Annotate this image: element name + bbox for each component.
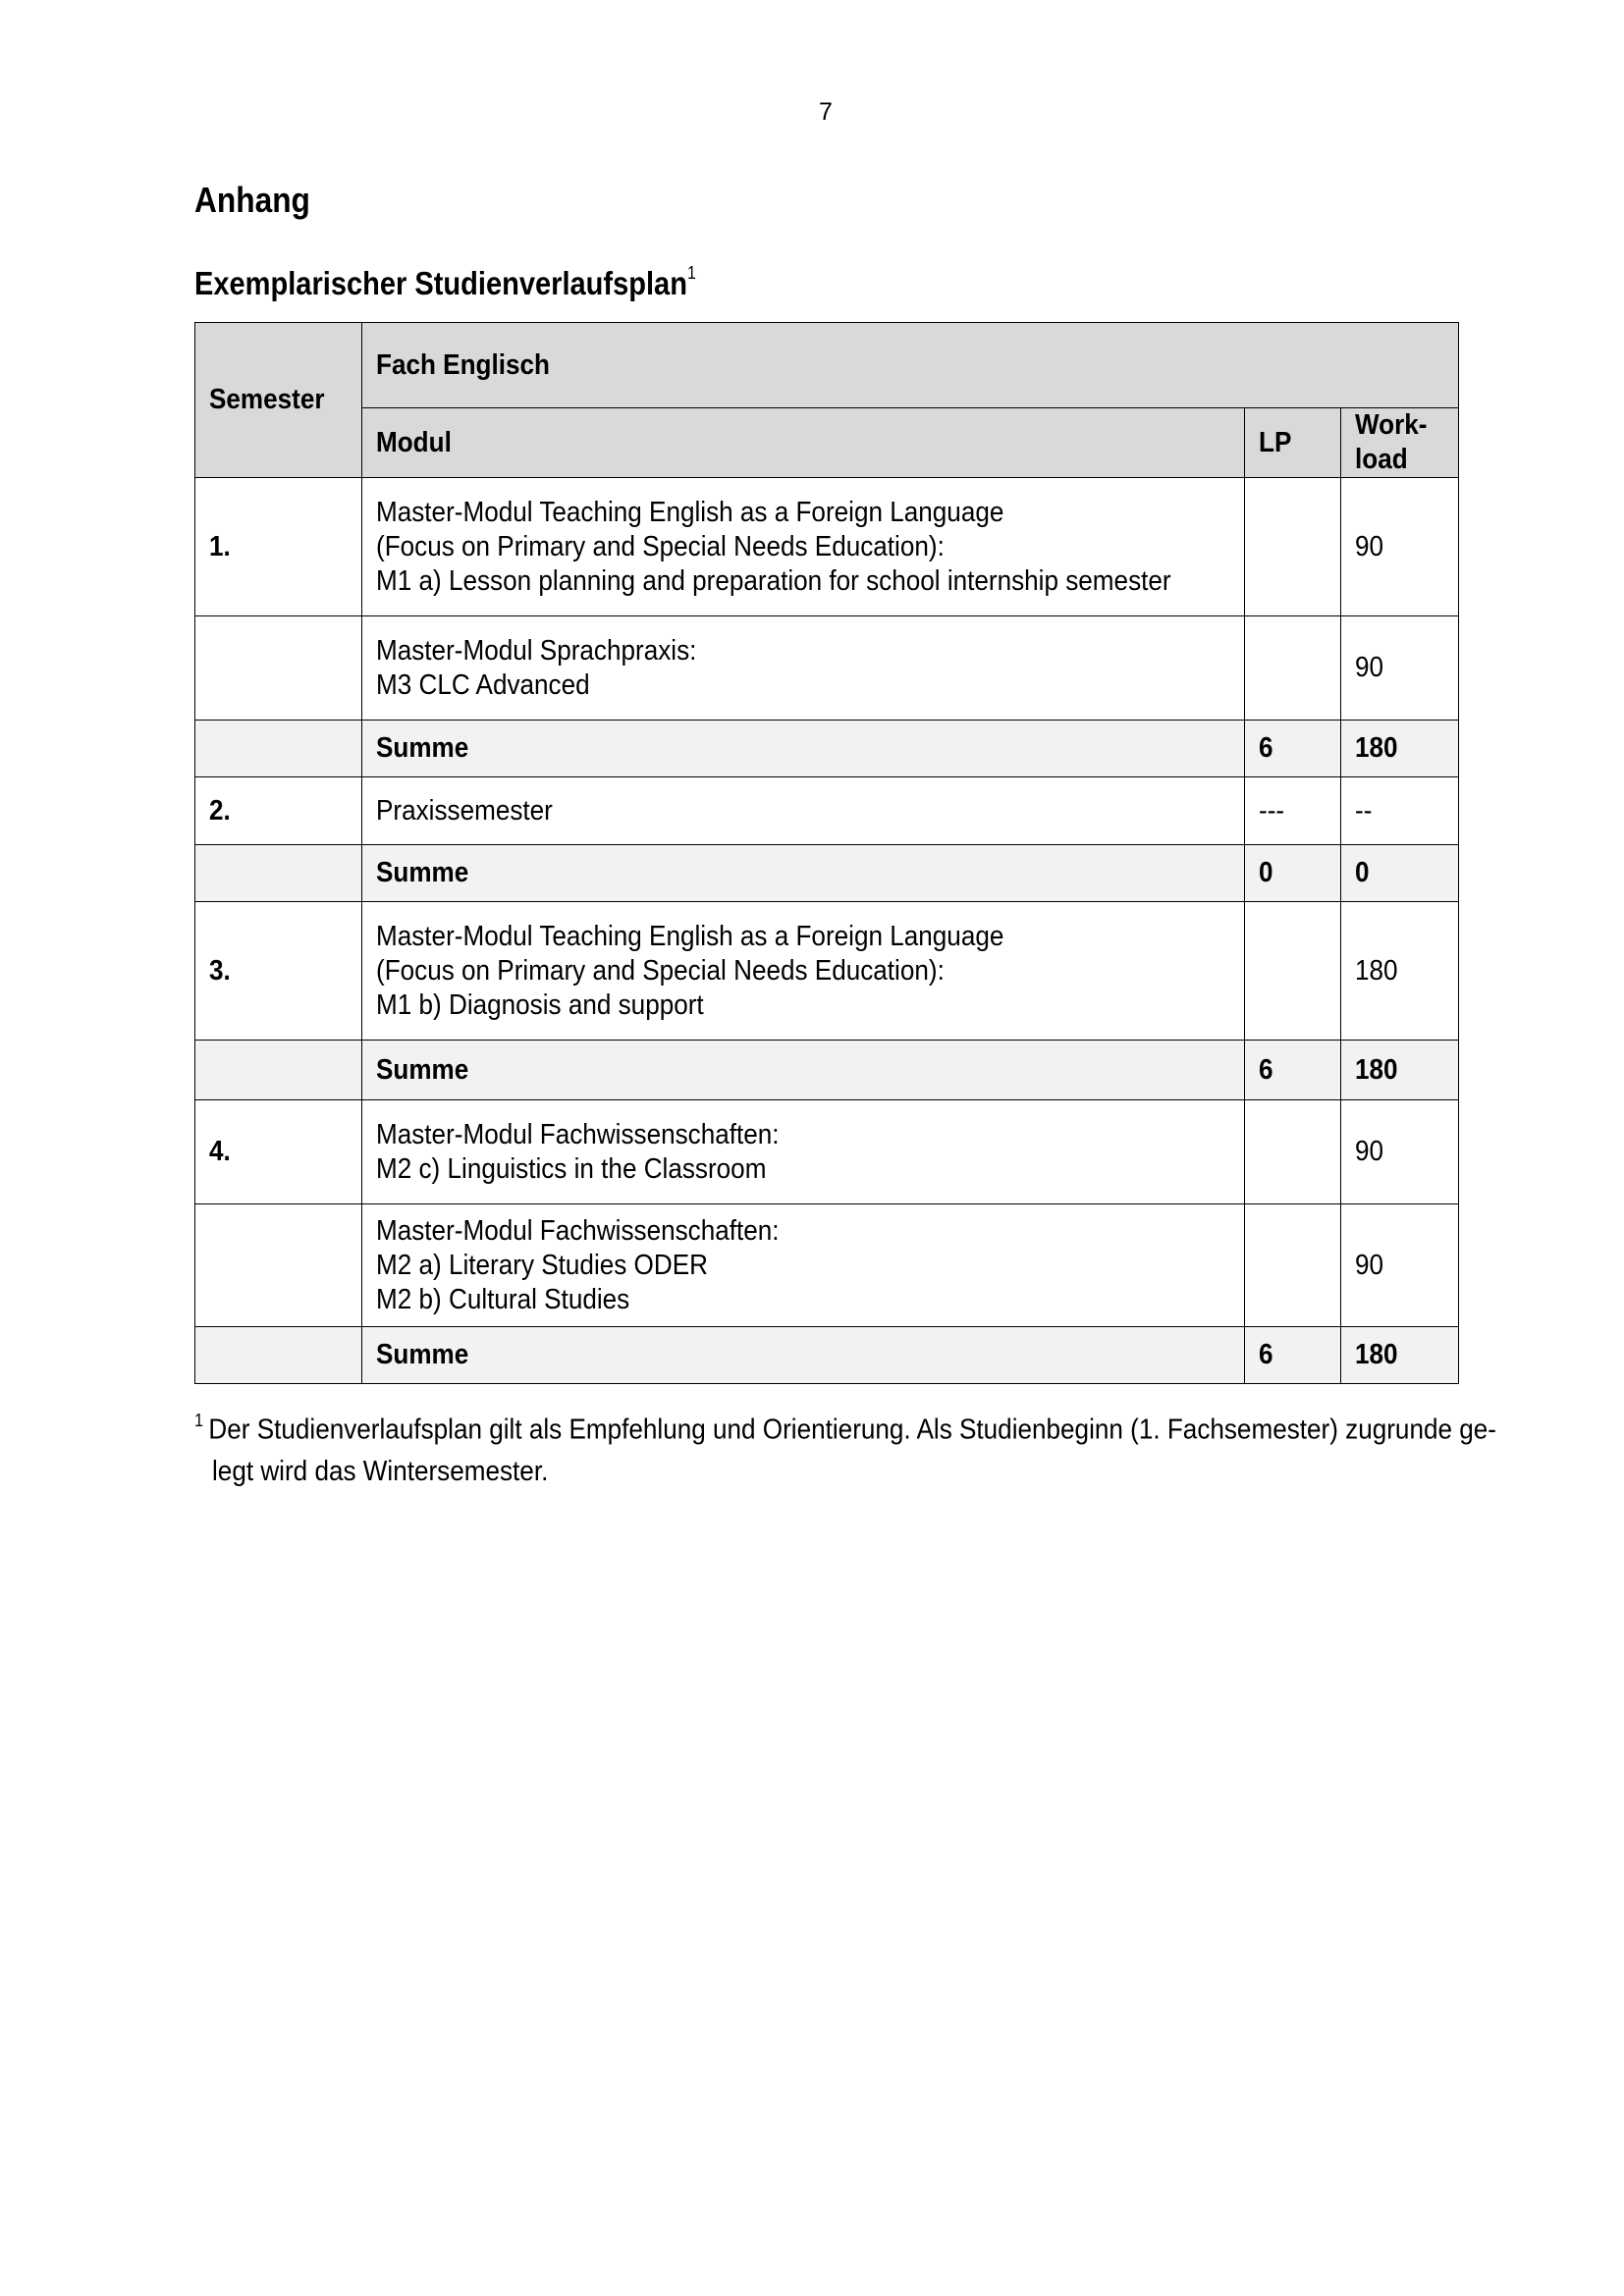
lp-cell: --- bbox=[1245, 777, 1341, 845]
semester-cell: 4. bbox=[195, 1100, 362, 1204]
lp-cell bbox=[1245, 478, 1341, 616]
header-subject: Fach Englisch bbox=[362, 323, 1459, 408]
header-module: Modul bbox=[362, 408, 1245, 478]
module-cell: Summe bbox=[362, 1327, 1245, 1384]
module-cell: Master-Modul Sprachpraxis: M3 CLC Advanced bbox=[362, 616, 1245, 721]
lp-cell: 0 bbox=[1245, 845, 1341, 902]
module-cell: Master-Modul Teaching English as a Foreign Language (Focus on Primary and Special Needs Education): M1 b) Diagnosis and support bbox=[362, 902, 1245, 1041]
workload-cell: 180 bbox=[1341, 721, 1459, 777]
module-cell: Summe bbox=[362, 845, 1245, 902]
lp-cell: 6 bbox=[1245, 1327, 1341, 1384]
subheading-text: Exemplarischer Studienverlaufsplan bbox=[194, 265, 687, 301]
lp-cell bbox=[1245, 1204, 1341, 1327]
footnote-line-1: $^1$ Der Studienverlaufsplan gilt als Empfehlung und Orientierung. Als Studienbeginn (1. Fachsemester) zugrunde ge- bbox=[194, 1411, 1496, 1446]
semester-cell bbox=[195, 1041, 362, 1100]
workload-cell: 0 bbox=[1341, 845, 1459, 902]
semester-cell: 3. bbox=[195, 902, 362, 1041]
section-heading: Anhang bbox=[194, 180, 310, 220]
workload-cell: 90 bbox=[1341, 478, 1459, 616]
sum-row bbox=[195, 845, 1459, 902]
section-subheading bbox=[194, 265, 696, 302]
sum-row bbox=[195, 1041, 1459, 1100]
module-cell: Master-Modul Fachwissenschaften: M2 c) Linguistics in the Classroom bbox=[362, 1100, 1245, 1204]
workload-cell: 180 bbox=[1341, 1041, 1459, 1100]
header-semester: Semester bbox=[195, 323, 362, 478]
semester-cell bbox=[195, 721, 362, 777]
workload-cell: 90 bbox=[1341, 616, 1459, 721]
footnote-mark: 1 bbox=[194, 1411, 204, 1430]
page-number: 7 bbox=[819, 98, 833, 126]
semester-cell bbox=[195, 1327, 362, 1384]
module-cell: Praxissemester bbox=[362, 777, 1245, 845]
semester-cell bbox=[195, 845, 362, 902]
lp-cell bbox=[1245, 616, 1341, 721]
table-row bbox=[195, 1100, 1459, 1204]
module-cell: Master-Modul Teaching English as a Foreign Language (Focus on Primary and Special Needs Education): M1 a) Lesson planning and preparation for school internship semester bbox=[362, 478, 1245, 616]
footnote-line-2: legt wird das Wintersemester. bbox=[212, 1455, 549, 1487]
workload-cell: 90 bbox=[1341, 1204, 1459, 1327]
table-row bbox=[195, 1204, 1459, 1327]
workload-cell: 180 bbox=[1341, 1327, 1459, 1384]
semester-cell: 1. bbox=[195, 478, 362, 616]
semester-cell bbox=[195, 616, 362, 721]
module-cell: Summe bbox=[362, 1041, 1245, 1100]
workload-cell: 90 bbox=[1341, 1100, 1459, 1204]
lp-cell bbox=[1245, 1100, 1341, 1204]
header-lp: LP bbox=[1245, 408, 1341, 478]
sum-row bbox=[195, 1327, 1459, 1384]
module-cell: Summe bbox=[362, 721, 1245, 777]
table-row bbox=[195, 902, 1459, 1041]
semester-cell bbox=[195, 1204, 362, 1327]
module-cell: Master-Modul Fachwissenschaften: M2 a) Literary Studies ODER M2 b) Cultural Studies bbox=[362, 1204, 1245, 1327]
table-row bbox=[195, 777, 1459, 845]
workload-cell: -- bbox=[1341, 777, 1459, 845]
semester-cell: 2. bbox=[195, 777, 362, 845]
workload-cell: 180 bbox=[1341, 902, 1459, 1041]
study-plan-table bbox=[194, 322, 1459, 1384]
table-row bbox=[195, 616, 1459, 721]
footnote-reference: 1 bbox=[686, 263, 696, 283]
footnote bbox=[194, 1402, 1496, 1492]
lp-cell bbox=[1245, 902, 1341, 1041]
header-workload: Work- load bbox=[1341, 408, 1459, 478]
lp-cell: 6 bbox=[1245, 1041, 1341, 1100]
table-row bbox=[195, 478, 1459, 616]
sum-row bbox=[195, 721, 1459, 777]
lp-cell: 6 bbox=[1245, 721, 1341, 777]
